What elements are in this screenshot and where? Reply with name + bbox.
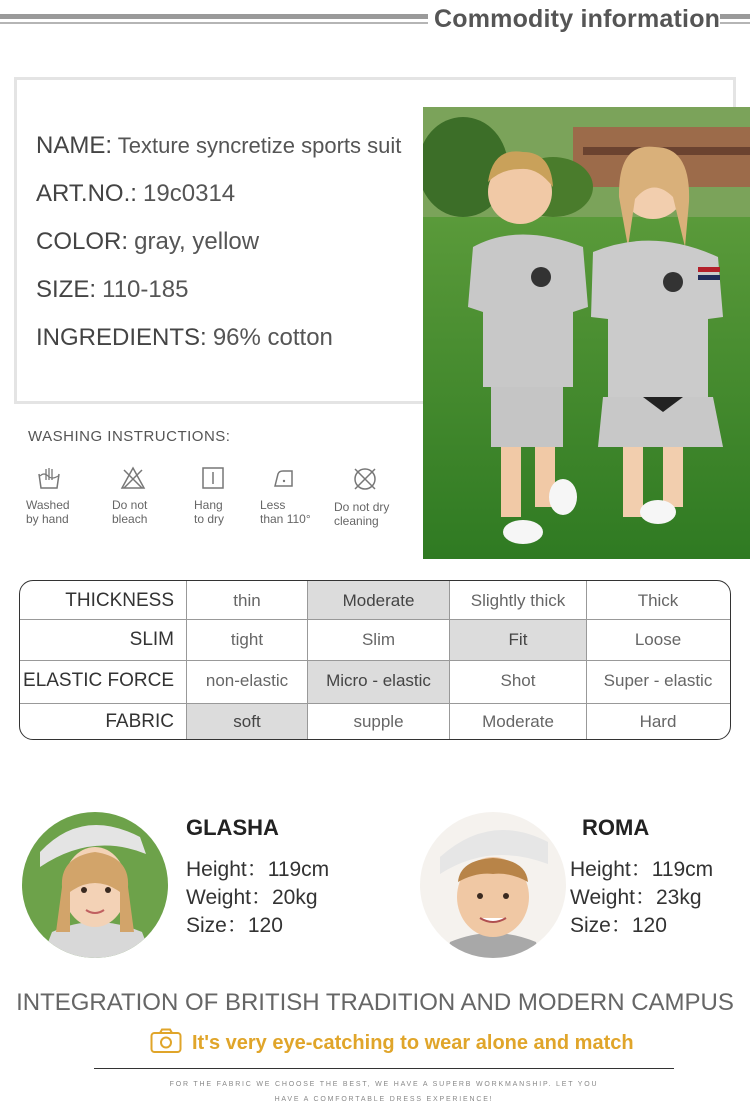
camera-icon [150, 1028, 182, 1054]
slogan-sub: It's very eye-catching to wear alone and match [192, 1032, 634, 1054]
attr-option: Thick [637, 591, 679, 610]
info-size: SIZE: 110-185 [36, 276, 189, 303]
attr-option: Slightly thick [450, 581, 587, 619]
attr-option: Moderate [450, 704, 587, 739]
wash-label: Hang to dry [194, 498, 225, 526]
attr-name: ELASTIC FORCE [20, 661, 187, 703]
attr-option: thin [187, 581, 308, 619]
attr-name: THICKNESS [20, 581, 187, 619]
attr-option: non-elastic [187, 661, 308, 703]
iron-icon [270, 466, 296, 490]
attribute-table [19, 580, 731, 740]
model-weight: Weight：20kg [186, 886, 318, 909]
hang-dry-icon [200, 466, 226, 490]
attr-name: FABRIC [20, 704, 187, 739]
attr-option: Loose [634, 630, 682, 649]
model-weight: Weight：23kg [570, 886, 702, 909]
attr-option-selected: soft [187, 704, 308, 739]
section-title: Commodity information [434, 5, 721, 33]
no-dry-clean-icon [350, 466, 380, 492]
header-rule-right [720, 14, 750, 24]
attr-option: Hard [639, 712, 677, 731]
attr-option: Slim [308, 620, 450, 660]
hand-wash-icon [36, 466, 62, 490]
info-color: COLOR: gray, yellow [36, 228, 260, 255]
wash-item [262, 466, 342, 526]
attr-row-fabric [20, 704, 730, 739]
model-height: Height：119cm [570, 858, 714, 881]
attr-option: supple [308, 704, 450, 739]
washing-title: WASHING INSTRUCTIONS: [28, 428, 231, 445]
wash-item [28, 466, 108, 526]
model-name: GLASHA [186, 815, 279, 840]
wash-item [334, 466, 422, 528]
no-bleach-icon [120, 466, 146, 490]
slogan-main: INTEGRATION OF BRITISH TRADITION AND MODERN CAMPUS [16, 989, 734, 1016]
wash-label: Less than 110° [260, 498, 311, 526]
attr-row-elastic-force [20, 661, 730, 704]
product-info [36, 128, 401, 368]
fine-print-2: HAVE A COMFORTABLE DRESS EXPERIENCE! [274, 1096, 494, 1103]
model-stats [186, 856, 329, 940]
model-size: Size：120 [186, 914, 283, 937]
attr-option: tight [187, 620, 308, 660]
wash-item [112, 466, 192, 526]
attr-option-selected: Moderate [308, 581, 450, 619]
divider [94, 1068, 674, 1069]
model-size: Size：120 [570, 914, 667, 937]
product-photo [423, 107, 750, 559]
attr-option: Super - elastic [603, 671, 713, 690]
header-rule-left [0, 14, 428, 24]
wash-label: Do not dry cleaning [334, 500, 390, 528]
attr-option-selected: Micro - elastic [308, 661, 450, 703]
wash-label: Do not bleach [112, 498, 148, 526]
attr-option-selected: Fit [450, 620, 587, 660]
avatar-glasha [22, 812, 168, 958]
avatar-roma [420, 812, 566, 958]
wash-label: Washed by hand [26, 498, 70, 526]
fine-print-1: FOR THE FABRIC WE CHOOSE THE BEST, WE HAVE A SUPERB WORKMANSHIP. LET YOU [169, 1081, 599, 1088]
attr-name: SLIM [20, 620, 187, 660]
info-art-no: ART.NO.: 19c0314 [36, 180, 236, 207]
model-stats [570, 856, 713, 940]
info-name: NAME: Texture syncretize sports suit [36, 132, 402, 159]
attr-row-slim [20, 620, 730, 661]
attr-option: Shot [450, 661, 587, 703]
info-ingredients: INGREDIENTS: 96% cotton [36, 324, 333, 351]
model-name: ROMA [582, 815, 650, 840]
attr-row-thickness [20, 581, 730, 620]
model-height: Height：119cm [186, 858, 330, 881]
